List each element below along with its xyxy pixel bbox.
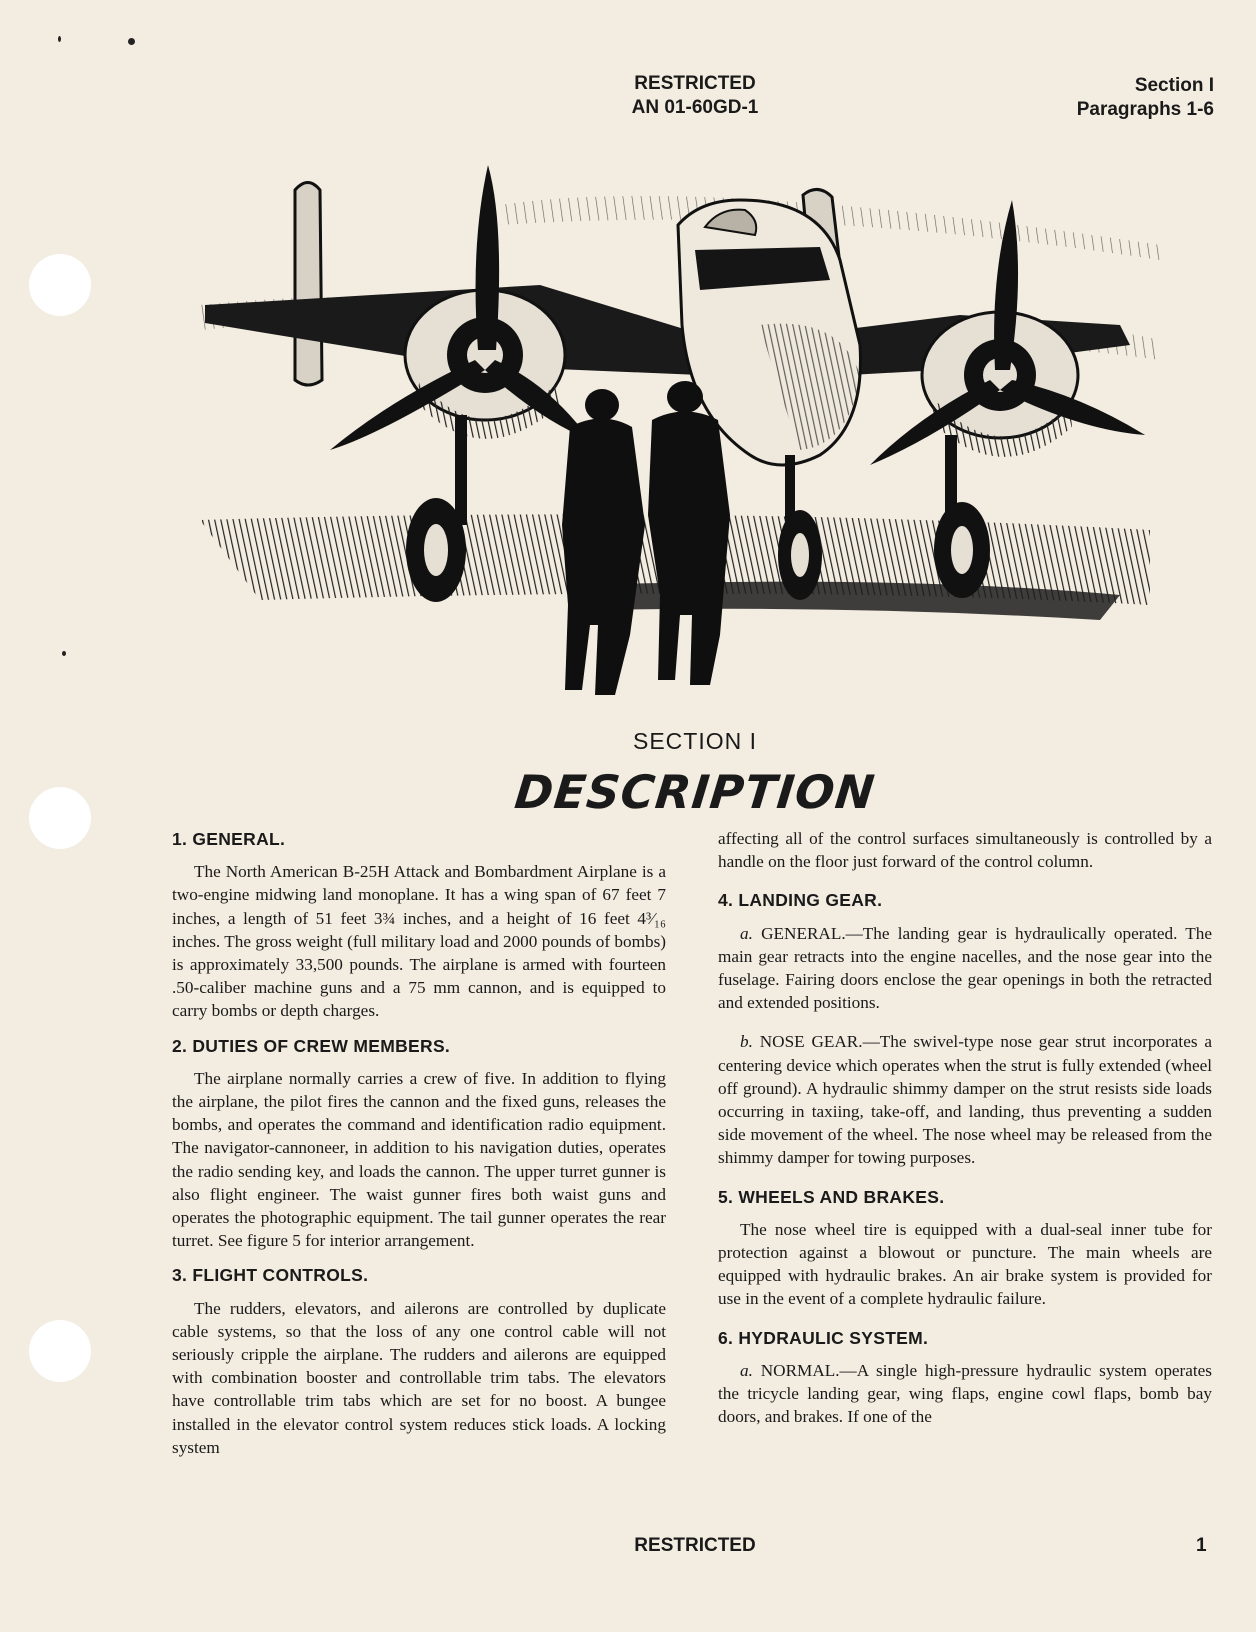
paragraph-5-heading: 5. WHEELS AND BRAKES.: [718, 1186, 945, 1207]
left-tail-fin: [295, 183, 322, 386]
ink-speck: [128, 38, 135, 45]
paragraph-6-heading: 6. HYDRAULIC SYSTEM.: [718, 1327, 929, 1348]
footer-classification: RESTRICTED: [634, 1535, 756, 1556]
header-section: Section I: [1134, 75, 1214, 96]
paragraph-4b: [718, 1030, 1212, 1169]
left-column: [172, 828, 666, 1471]
section-title: DESCRIPTION: [512, 765, 878, 819]
paragraph-3-text: The rudders, elevators, and ailerons are controlled by duplicate cable systems, so that the loss of any one control cable will not seriously cripple the airplane. The rudders and ailerons are equipped with combination booster and controllable trim tabs. The elevators have controllable trim tabs which are set for no boost. A bungee installed in the elevator control system reduces stick loads. A locking system: [172, 1298, 666, 1457]
paragraph-6a-text: NORMAL.—A single high-pressure hydraulic system operates the tricycle landing gear, wing flaps, engine cowl flaps, bomb bay doors, and brakes. If one of the: [718, 1360, 1212, 1427]
paragraph-4b-label: b.: [740, 1032, 753, 1052]
page-header-center: [600, 72, 790, 120]
header-classification: RESTRICTED: [634, 73, 756, 94]
paragraph-6a-label: a.: [740, 1360, 753, 1380]
section-number: SECTION I: [632, 728, 757, 754]
page-header-right: [1077, 74, 1214, 122]
paragraph-4b-text: NOSE GEAR.—The swivel-type nose gear strut incorporates a centering device which operates when the strut is fully extended (wheel off ground). A hydraulic shimmy damper on the strut resists side loads occurring in taxiing, take-off, and landing, thus preventing a sudden side movement of the wheel. The nose wheel may be released from the shimmy damper for towing purposes.: [718, 1032, 1213, 1168]
paragraph-6a: [718, 1359, 1212, 1429]
b25-bomber-illustration: [200, 165, 1200, 725]
paragraph-3-heading: 3. FLIGHT CONTROLS.: [172, 1265, 369, 1286]
header-doc-number: AN 01-60GD-1: [631, 97, 759, 118]
punch-hole-top: [29, 254, 91, 316]
punch-hole-bottom: [29, 1320, 91, 1382]
ink-speck: [58, 36, 61, 42]
paragraph-1-heading: 1. GENERAL.: [172, 829, 286, 849]
paragraph-2-text: The airplane normally carries a crew of five. In addition to flying the airplane, the pilot fires the cannon and the fixed guns, releases the bombs, and operates the command and identification radio equipment. The navigator-cannoneer, in addition to his navigation duties, operates the radio sending key, and loads the cannon. The upper turret gunner is also flight engineer. The waist gunner fires both waist guns and operates the photographic equipment. The tail gunner operates the rear turret. See figure 5 for interior arrangement.: [172, 1068, 666, 1251]
paragraph-3-continued: affecting all of the control surfaces simultaneously is controlled by a handle on the floor just forward of the control column.: [718, 829, 1212, 872]
header-paragraphs: Paragraphs 1-6: [1076, 99, 1214, 120]
paragraph-4-heading: 4. LANDING GEAR.: [718, 890, 883, 911]
page-number: 1: [1196, 1535, 1207, 1556]
paragraph-4a-text: GENERAL.—The landing gear is hydraulically operated. The main gear retracts into the engine nacelles, and the nose gear into the fuselage. Fairing doors enclose the gear openings in both the retracted and extended positions.: [718, 923, 1212, 1013]
paragraph-4a: [718, 922, 1212, 1015]
ink-speck: [62, 651, 66, 656]
paragraph-2-heading: 2. DUTIES OF CREW MEMBERS.: [172, 1035, 451, 1056]
paragraph-1-text: The North American B-25H Attack and Bombardment Airplane is a two-engine midwing land monoplane. It has a wing span of 67 feet 7 inches, a length of 51 feet 3¾ inches, and a height of 16 feet 4³⁄₁₆ inches. The gross weight (full military load and 2000 pounds of bombs) is approximately 33,500 pounds. The airplane is armed with fourteen .50-caliber machine guns and a 75 mm cannon, and is equipped to carry bombs or depth charges.: [172, 862, 666, 1021]
paragraph-5-text: The nose wheel tire is equipped with a dual-seal inner tube for protection against a blowout or puncture. The main wheels are equipped with hydraulic brakes. An air brake system is provided for use in the event of a complete hydraulic failure.: [718, 1219, 1212, 1309]
paragraph-4a-label: a.: [740, 923, 753, 943]
right-column: [718, 827, 1212, 1440]
